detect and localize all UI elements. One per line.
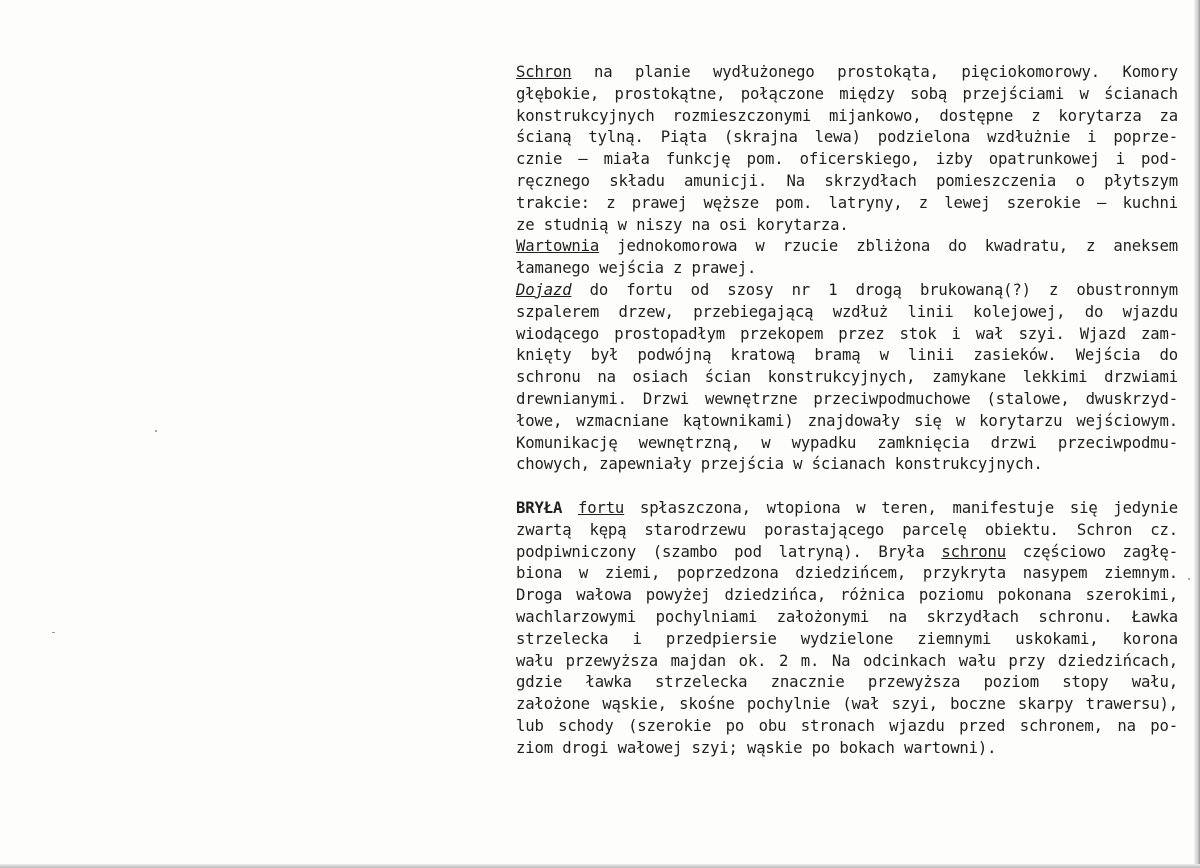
text-line: konstrukcyjnych rozmieszczonymi mijankowo, dostępne z korytarza za <box>516 106 1178 125</box>
paragraph-schron <box>516 62 1178 236</box>
text-line: podpiwniczony (szambo pod latryną). Bryła schronu częściowo zagłę- <box>516 542 1178 561</box>
text-line: schronu na osiach ścian konstrukcyjnych, zamykane lekkimi drzwiami <box>516 368 1178 387</box>
heading-fortu: fortu <box>577 498 625 517</box>
text-line: Droga wałowa powyżej dziedzińca, różnica poziomu pokonana szerokimi, <box>516 586 1178 605</box>
text-line: ze studnią w niszy na osi korytarza. <box>516 215 849 234</box>
text-line: wiodącego prostopadłym przekopem przez stok i wał szyi. Wjazd zam- <box>516 324 1178 343</box>
scan-speck <box>52 632 55 633</box>
text-line: ziom drogi wałowej szyi; wąskie po bokach wartowni). <box>516 738 997 757</box>
paragraph-dojazd <box>516 280 1178 476</box>
page-edge-shadow-right <box>1194 0 1200 868</box>
text-line: biona w ziemi, poprzedzona dziedzińcem, przykryta nasypem ziemnym. <box>516 564 1178 583</box>
heading-schron: Schron <box>516 63 572 81</box>
scan-speck <box>155 430 157 432</box>
text-line: łowe, wzmacniane kątownikami) znajdowały się w korytarzu wejściowym. <box>516 411 1178 430</box>
text-line: lub schody (szerokie po obu stronach wjazdu przed schronem, na po- <box>516 716 1178 735</box>
document-body <box>516 62 1178 760</box>
text-line: cznie – miała funkcję pom. oficerskiego, izby opatrunkowej i pod- <box>516 150 1178 169</box>
text-line: wachlarzowymi pochylniami założonymi na skrzydłach schronu. Ławka <box>516 607 1178 626</box>
paragraph-wartownia <box>516 236 1178 280</box>
text-line: szpalerem drzew, przebiegającą wzdłuż linii kolejowej, do wjazdu <box>516 302 1178 321</box>
paragraph-gap <box>516 476 1178 498</box>
text-line: Dojazd do fortu od szosy nr 1 drogą brukowaną(?) z obustronnym <box>516 280 1178 299</box>
text-line: BRYŁA fortu spłaszczona, wtopiona w teren, manifestuje się jedynie <box>516 498 1178 517</box>
text-line: drewnianymi. Drzwi wewnętrzne przeciwpodmuchowe (stalowe, dwuskrzyd- <box>516 389 1178 408</box>
scan-speck <box>1188 578 1190 580</box>
text-line: chowych, zapewniały przejścia w ścianach konstrukcyjnych. <box>516 455 1043 474</box>
page-edge-shadow-bottom <box>0 864 1200 868</box>
text-line: założone wąskie, skośne pochylnie (wał szyi, boczne skarpy trawersu), <box>516 695 1178 714</box>
heading-wartownia: Wartownia <box>516 237 600 256</box>
text-line: głębokie, prostokątne, połączone między sobą przejściami w ścianach <box>516 84 1178 103</box>
heading-bryla: BRYŁA <box>516 498 563 517</box>
paragraph-bryla <box>516 498 1178 760</box>
text-line: Schron na planie wydłużonego prostokąta, pięciokomorowy. Komory <box>516 63 1178 81</box>
text-line: ręcznego składu amunicji. Na skrzydłach pomieszczenia o płytszym <box>516 171 1178 190</box>
text-line: Wartownia jednokomorowa w rzucie zbliżona do kwadratu, z aneksem <box>516 237 1178 256</box>
text-line: Komunikację wewnętrzną, w wypadku zamknięcia drzwi przeciwpodmu- <box>516 433 1178 452</box>
heading-dojazd: Dojazd <box>516 280 572 299</box>
text-line: gdzie ławka strzelecka znacznie przewyższa poziom stopy wału, <box>516 673 1178 692</box>
text-line: knięty był podwójną kratową bramą w linii zasieków. Wejścia do <box>516 346 1178 365</box>
text-line: łamanego wejścia z prawej. <box>516 259 757 278</box>
text-line: ścianą tylną. Piąta (skrajna lewa) podzielona wzdłużnie i poprze- <box>516 128 1178 147</box>
text-line: trakcie: z prawej węższe pom. latryny, z lewej szerokie – kuchni <box>516 193 1178 212</box>
text-line: zwartą kępą starodrzewu porastającego parcelę obiektu. Schron cz. <box>516 520 1178 539</box>
underlined-schronu: schronu <box>941 542 1006 561</box>
text-line: wału przewyższa majdan ok. 2 m. Na odcinkach wału przy dziedzińcach, <box>516 651 1178 670</box>
text-line: strzelecka i przedpiersie wydzielone ziemnymi uskokami, korona <box>516 629 1178 648</box>
